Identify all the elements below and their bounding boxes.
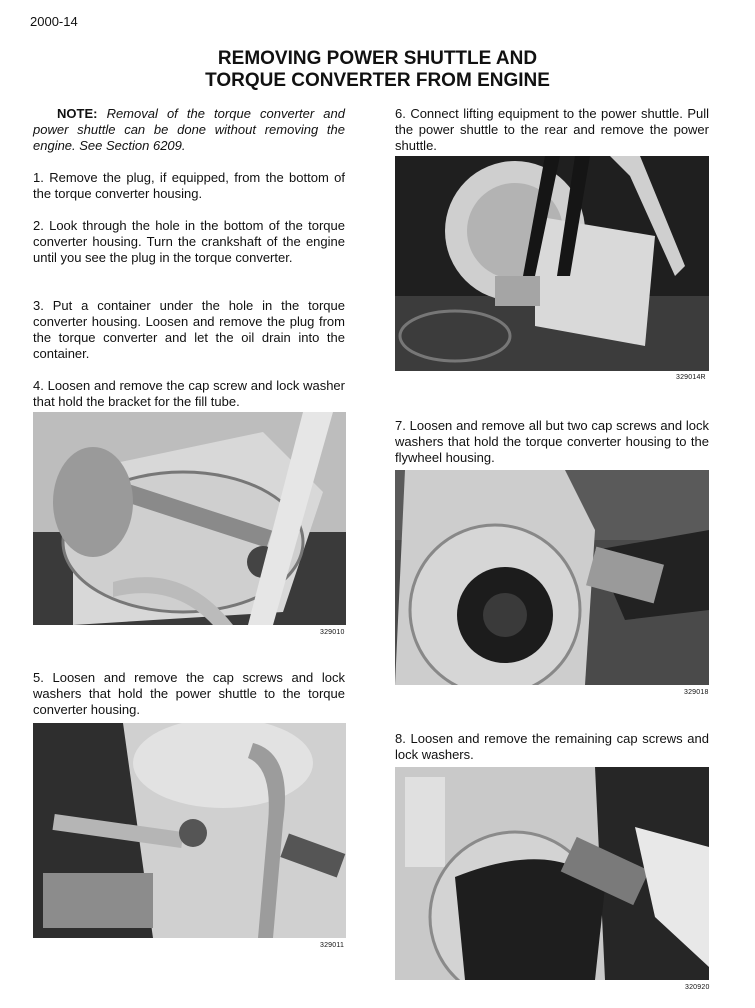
- step-4: 4. Loosen and remove the cap screw and lock washer that hold the bracket for the fill tube.: [33, 378, 345, 409]
- page-title: [0, 48, 755, 92]
- page-title-line-1: REMOVING POWER SHUTTLE AND: [217, 48, 538, 69]
- figure-number-4: 329010: [320, 629, 345, 636]
- page-number: 2000-14: [30, 14, 78, 29]
- photo-remaining-cap-screws: [395, 767, 709, 980]
- note-label: NOTE:: [57, 106, 98, 121]
- step-3: 3. Put a container under the hole in the torque converter housing. Loosen and remove the plug from the torque converter and let the oil drain into the container.: [33, 298, 345, 361]
- figure-number-6: 329014R: [676, 374, 706, 381]
- note-text: Removal of the torque converter and power shuttle can be done without removing the engine. See Section 6209.: [33, 106, 345, 153]
- figure-number-8: 320920: [685, 984, 710, 991]
- step-8: 8. Loosen and remove the remaining cap screws and lock washers.: [395, 731, 709, 762]
- step-2: 2. Look through the hole in the bottom of the torque converter housing. Turn the crankshaft of the engine until you see the plug in the torque converter.: [33, 218, 345, 265]
- page-title-line-2: TORQUE CONVERTER FROM ENGINE: [205, 70, 550, 91]
- photo-torque-converter-housing: [395, 470, 709, 685]
- photo-lift-power-shuttle: [395, 156, 709, 371]
- step-6: 6. Connect lifting equipment to the power shuttle. Pull the power shuttle to the rear and remove the power shuttle.: [395, 106, 709, 153]
- step-1: 1. Remove the plug, if equipped, from the bottom of the torque converter housing.: [33, 170, 345, 201]
- photo-fill-tube-bracket: [33, 412, 346, 625]
- figure-number-7: 329018: [684, 689, 709, 696]
- step-7: 7. Loosen and remove all but two cap screws and lock washers that hold the torque converter housing to the flywheel housing.: [395, 418, 709, 465]
- note-paragraph: [33, 106, 345, 154]
- photo-power-shuttle-cap-screws: [33, 723, 346, 938]
- figure-number-5: 329011: [320, 942, 345, 949]
- step-5: 5. Loosen and remove the cap screws and lock washers that hold the power shuttle to the torque converter housing.: [33, 670, 345, 717]
